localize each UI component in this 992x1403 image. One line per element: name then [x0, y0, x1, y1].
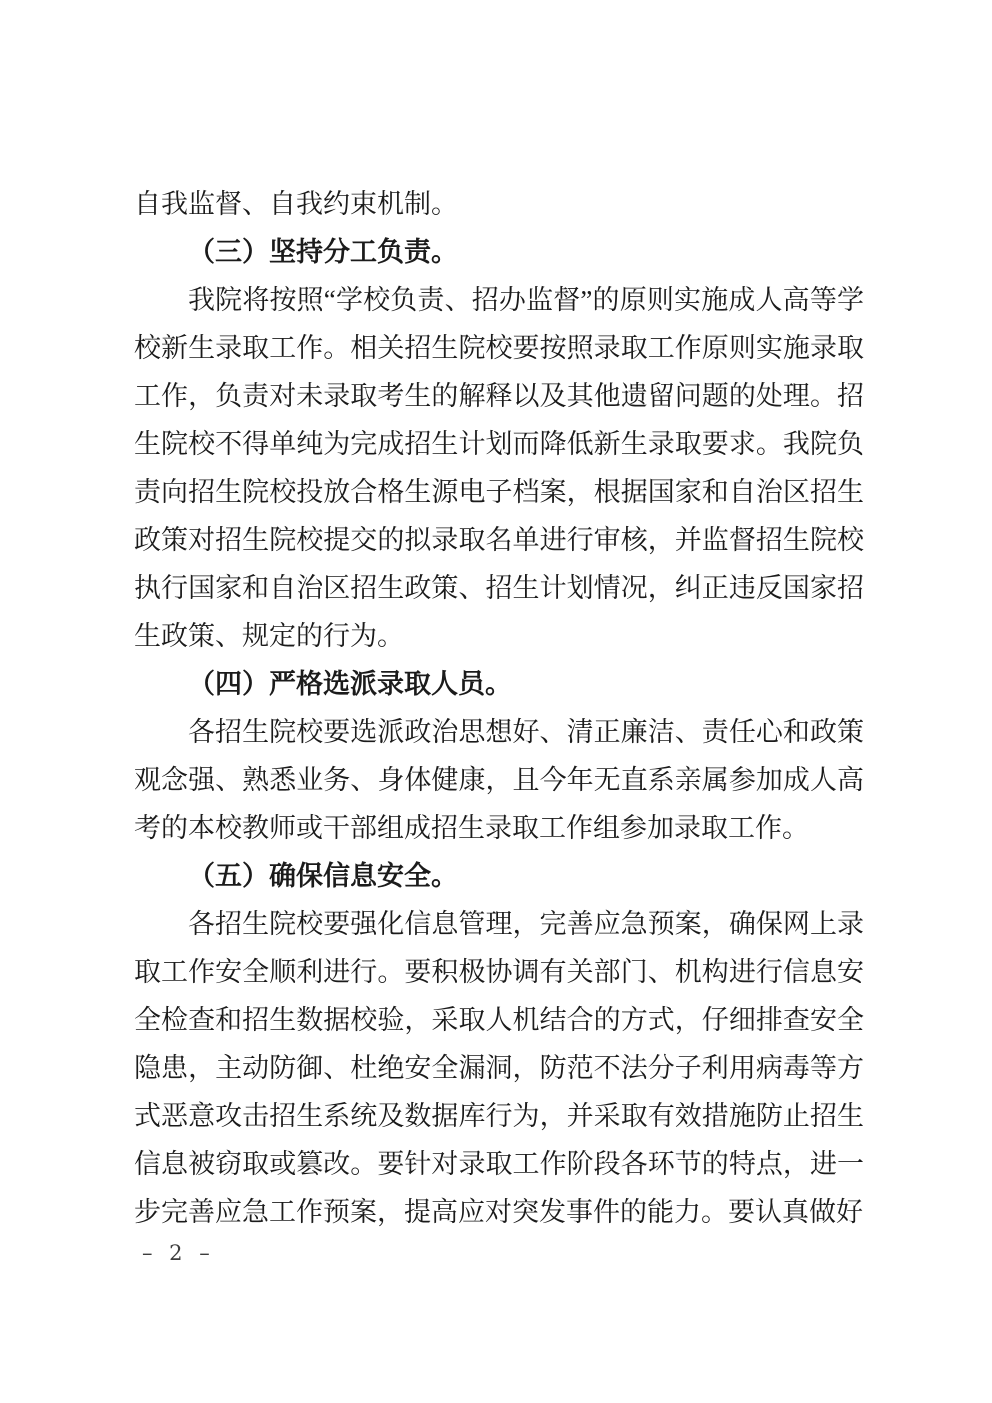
- paragraph-information-security: 各招生院校要强化信息管理，完善应急预案，确保网上录取工作安全顺利进行。要积极协调有关部门、机构进行信息安全检查和招生数据校验，采取人机结合的方式，仔细排查安全隐患，主动防御、杜绝安全漏洞，防范不法分子利用病毒等方式恶意攻击招生系统及数据库行为，并采取有效措施防止招生信息被窃取或篡改。要针对录取工作阶段各环节的特点，进一步完善应急工作预案，提高应对突发事件的能力。要认真做好: [134, 909, 864, 1227]
- page-number: – 2 –: [142, 1241, 215, 1265]
- paragraph-personnel-selection: 各招生院校要选派政治思想好、清正廉洁、责任心和政策观念强、熟悉业务、身体健康，且今年无直系亲属参加成人高考的本校教师或干部组成招生录取工作组参加录取工作。: [134, 717, 864, 843]
- paragraph-division-of-responsibility: 我院将按照“学校负责、招办监督”的原则实施成人高等学校新生录取工作。相关招生院校要按照录取工作原则实施录取工作，负责对未录取考生的解释以及其他遗留问题的处理。招生院校不得单纯为完成招生计划而降低新生录取要求。我院负责向招生院校投放合格生源电子档案，根据国家和自治区招生政策对招生院校提交的拟录取名单进行审核，并监督招生院校执行国家和自治区招生政策、招生计划情况，纠正违反国家招生政策、规定的行为。: [134, 285, 864, 651]
- section-heading-five: （五）确保信息安全。: [188, 861, 458, 891]
- paragraph-continuation: 自我监督、自我约束机制。: [134, 189, 458, 219]
- section-heading-four: （四）严格选派录取人员。: [188, 669, 512, 699]
- document-body: [134, 180, 864, 1236]
- section-heading-three: （三）坚持分工负责。: [188, 237, 458, 267]
